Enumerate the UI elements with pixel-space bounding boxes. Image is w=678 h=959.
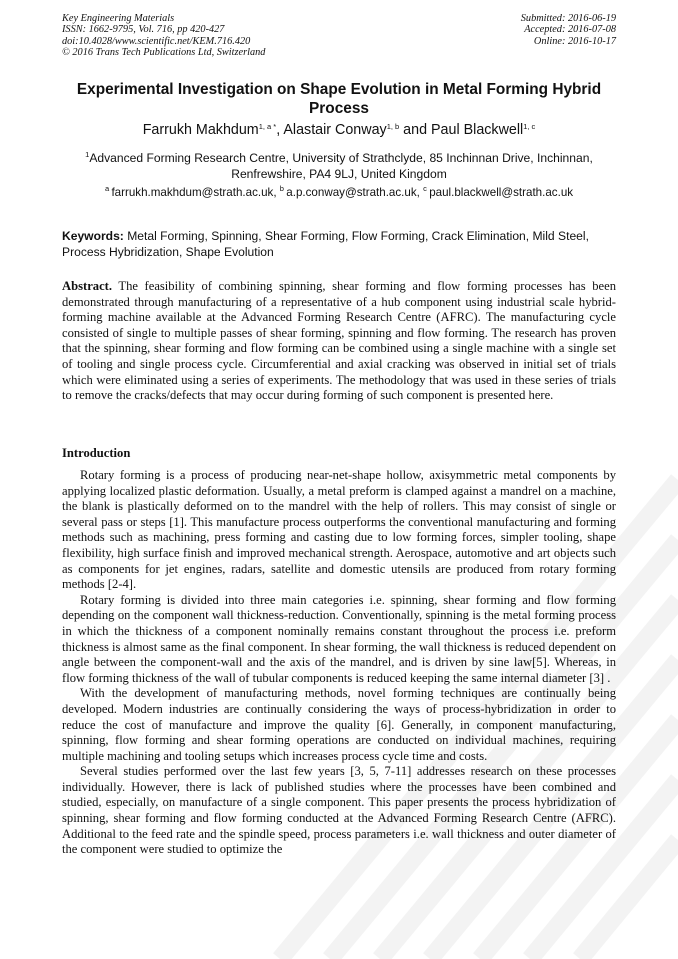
journal-doi: doi:10.4028/www.scientific.net/KEM.716.420 [62,35,251,47]
affiliation-sup: 1 [85,150,90,159]
paragraph: Several studies performed over the last few years [3, 5, 7-11] addresses research on these processes individually. However, there is lack of published studies where the processes have been combined and studied, especially, on manufacture of a single component. This paper presents the process hybridization of spinning, shear forming and flow forming conducted at the Advanced Forming Research Centre (AFRC). Additional to the feed rate and the spindle speed, process parameters i.e. wall thickness and outer diameter of the component were studied to optimize the [62,764,616,857]
author-name: Farrukh Makhdum [142,122,259,138]
abstract-block [62,279,616,404]
email-link[interactable]: paul.blackwell@strath.ac.uk [429,186,574,199]
author-separator: , [276,122,284,138]
paper-title: Experimental Investigation on Shape Evolution in Metal Forming Hybrid Process [76,81,602,117]
accepted-date: Accepted: 2016-07-08 [524,24,616,36]
paragraph: With the development of manufacturing methods, novel forming techniques are continually being developed. Modern industries are continually considering the ways of process-hybridization in order to reduce the cost of manufacture and improve the quality [6]. Generally, in component manufacturing, spinning, flow forming and shear forming operations are conducted on individual machines, requiring multiple machining and tooling setups which increases process cycle time and costs. [62,686,616,763]
abstract-text: The feasibility of combining spinning, shear forming and flow forming processes has been demonstrated through manufacturing of a representative of a hub component using industrial scale hybrid-forming machine available at the Advanced Forming Research Centre (AFRC). The manufacturing cycle consisted of single to multiple passes of shear forming, spinning and flow forming. The research has proven that the spinning, shear forming and flow forming can be combined using a single machine with a single set of tooling and single process cycle. Circumferential and axial cracking was observed in initial set of trials which were eliminated using a series of experiments. The methodology that was used in these series of trials to remove the cracks/defects that may occur during forming of such component is presented here. [62,279,617,403]
author-sup: 1, b [386,122,400,131]
author-name: Alastair Conway [283,122,387,138]
introduction-body [62,468,616,858]
journal-issn: ISSN: 1662-9795, Vol. 716, pp 420-427 [62,24,225,36]
abstract-label: Abstract. [62,279,113,293]
email-list [62,185,616,201]
introduction-heading: Introduction [62,446,131,460]
keywords-label: Keywords: [62,229,124,243]
email-separator: , [416,186,424,199]
email-separator: , [273,186,280,199]
copyright: © 2016 Trans Tech Publications Ltd, Switzerland [62,46,266,58]
author-list [62,121,616,139]
dates-header [521,13,616,47]
journal-header [62,13,265,58]
paragraph: Rotary forming is divided into three main categories i.e. spinning, shear forming and flow forming depending on the component wall thickness-reduction. Conventionally, spinning is the metal forming process in which the thickness of a component nominally remains constant throughout the process i.e. preform thickness is almost same as the final component. In shear forming, the wall thickness is reduced dependent on angle between the component-wall and the axis of the mandrel, and is driven by sine law[5]. Whereas, in flow forming thickness of the wall of tubular components is reduced keeping the same internal diameter [3] . [62,592,616,685]
affiliation-text: Advanced Forming Research Centre, University of Strathclyde, 85 Inchinnan Drive, Inchinnan, Renfrewshire, PA4 9LJ, United Kingdom [89,151,593,181]
keywords-text: Metal Forming, Spinning, Shear Forming, Flow Forming, Crack Elimination, Mild Steel, Process Hybridization, Shape Evolution [62,229,589,259]
affiliation [62,150,616,182]
author-name: Paul Blackwell [431,122,524,138]
email-link[interactable]: a.p.conway@strath.ac.uk [286,186,417,199]
email-link[interactable]: farrukh.makhdum@strath.ac.uk [111,186,274,199]
email-sup: c [423,184,427,193]
keywords-block [62,229,618,260]
paragraph: Rotary forming is a process of producing near-net-shape hollow, axisymmetric metal components by applying localized plastic deformation. Usually, a metal preform is clamped against a mandrel on a machine, the blank is plastically deformed on to the mandrel with the help of rollers. This may consist of single or several pass or steps [1]. This manufacture process outperforms the conventional manufacturing and forming methods such as machining, press forming and casting due to low forming forces, simpler tooling, shape flexibility, high surface finish and improved mechanical strength. Aerospace, automotive and art objects such as components for jet engines, radars, satellite and domestic utensils are produced from rotary forming methods [2-4]. [62,468,616,592]
submitted-date: Submitted: 2016-06-19 [520,13,616,24]
author-separator: and [399,122,432,138]
journal-name: Key Engineering Materials [62,13,175,24]
author-sup: 1, a * [258,122,277,131]
email-sup: a [104,184,110,193]
author-sup: 1, c [523,122,536,131]
email-sup: b [279,184,284,193]
online-date: Online: 2016-10-17 [533,35,616,47]
